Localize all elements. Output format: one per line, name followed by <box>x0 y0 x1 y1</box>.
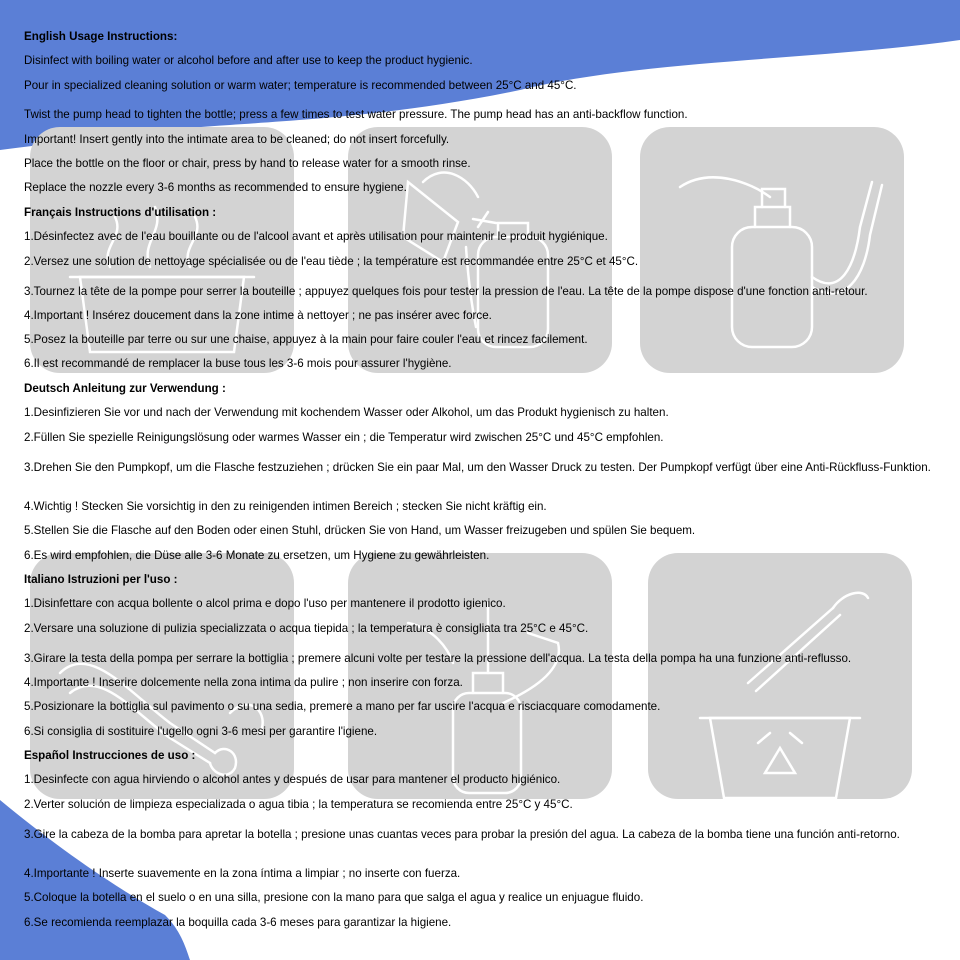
list-item: 2.Versez une solution de nettoyage spécialisée ou de l'eau tiède ; la température est recommandée entre 25°C et 45°C. <box>24 255 639 268</box>
list-item: Pour in specialized cleaning solution or warm water; temperature is recommended between 25°C and 45°C. <box>24 79 577 92</box>
list-item: 4.Wichtig ! Stecken Sie vorsichtig in den zu reinigenden intimen Bereich ; stecken Sie nicht kräftig ein. <box>24 500 547 513</box>
list-item: 2.Verter solución de limpieza especializada o agua tibia ; la temperatura se recomienda entre 25°C y 45°C. <box>24 798 573 811</box>
list-item: 6.Si consiglia di sostituire l'ugello ogni 3-6 mesi per garantire l'igiene. <box>24 725 378 738</box>
list-item: 5.Stellen Sie die Flasche auf den Boden oder einen Stuhl, drücken Sie von Hand, um Wasser freizugeben und spülen Sie bequem. <box>24 524 696 537</box>
list-item: 5.Posizionare la bottiglia sul pavimento o su una sedia, premere a mano per far uscire l'acqua e risciacquare comodamente. <box>24 700 661 713</box>
list-item: 2.Füllen Sie spezielle Reinigungslösung oder warmes Wasser ein ; die Temperatur wird zwischen 25°C und 45°C empfohlen. <box>24 431 664 444</box>
list-item: 6.Il est recommandé de remplacer la buse tous les 3-6 mois pour assurer l'hygiène. <box>24 357 452 370</box>
list-item: 1.Désinfectez avec de l'eau bouillante ou de l'alcool avant et après utilisation pour maintenir le produit hygiénique. <box>24 230 608 243</box>
list-item: Disinfect with boiling water or alcohol before and after use to keep the product hygienic. <box>24 54 473 67</box>
list-item: 5.Posez la bouteille par terre ou sur une chaise, appuyez à la main pour faire couler l'eau et rincez facilement. <box>24 333 588 346</box>
list-item: 1.Desinfecte con agua hirviendo o alcohol antes y después de usar para mantener el producto higiénico. <box>24 773 561 786</box>
list-item: 6.Se recomienda reemplazar la boquilla cada 3-6 meses para garantizar la higiene. <box>24 916 452 929</box>
list-item: Place the bottle on the floor or chair, press by hand to release water for a smooth rinse. <box>24 157 471 170</box>
list-item: 4.Importante ! Inserire dolcemente nella zona intima da pulire ; non inserire con forza. <box>24 676 463 689</box>
list-item: 5.Coloque la botella en el suelo o en una silla, presione con la mano para que salga el agua y realice un enjuague fluido. <box>24 891 644 904</box>
list-item: Replace the nozzle every 3-6 months as recommended to ensure hygiene. <box>24 181 407 194</box>
heading-french: Français Instructions d'utilisation : <box>24 206 217 219</box>
list-item: 3.Tournez la tête de la pompe pour serrer la bouteille ; appuyez quelques fois pour tester la pression de l'eau. La tête de la pompe dispose d'une fonction anti-retour. <box>24 285 868 298</box>
list-item: Twist the pump head to tighten the bottle; press a few times to test water pressure. The pump head has an anti-backflow function. <box>24 108 688 121</box>
heading-english: English Usage Instructions: <box>24 30 178 43</box>
heading-german: Deutsch Anleitung zur Verwendung : <box>24 382 226 395</box>
list-item: 1.Disinfettare con acqua bollente o alcol prima e dopo l'uso per mantenere il prodotto igienico. <box>24 597 506 610</box>
list-item: Important! Insert gently into the intimate area to be cleaned; do not insert forcefully. <box>24 133 450 146</box>
list-item: 4.Important ! Insérez doucement dans la zone intime à nettoyer ; ne pas insérer avec force. <box>24 309 492 322</box>
list-item: 3.Girare la testa della pompa per serrare la bottiglia ; premere alcuni volte per testare la pressione dell'acqua. La testa della pompa ha una funzione anti-reflusso. <box>24 652 852 665</box>
heading-spanish: Español Instrucciones de uso : <box>24 749 196 762</box>
list-item: 6.Es wird empfohlen, die Düse alle 3-6 Monate zu ersetzen, um Hygiene zu gewährleisten. <box>24 549 490 562</box>
list-item: 4.Importante ! Inserte suavemente en la zona íntima a limpiar ; no inserte con fuerza. <box>24 867 461 880</box>
heading-italian: Italiano Istruzioni per l'uso : <box>24 573 178 586</box>
list-item: 3.Gire la cabeza de la bomba para apretar la botella ; presione unas cuantas veces para probar la presión del agua. La cabeza de la bomba tiene una función anti-retorno. <box>24 828 900 841</box>
list-item: 3.Drehen Sie den Pumpkopf, um die Flasche festzuziehen ; drücken Sie ein paar Mal, um den Wasser Druck zu testen. Der Pumpkopf verfügt über eine Anti-Rückfluss-Funktion. <box>24 461 931 474</box>
list-item: 2.Versare una soluzione di pulizia specializzata o acqua tiepida ; la temperatura è consigliata tra 25°C e 45°C. <box>24 622 589 635</box>
list-item: 1.Desinfizieren Sie vor und nach der Verwendung mit kochendem Wasser oder Alkohol, um das Produkt hygienisch zu halten. <box>24 406 669 419</box>
